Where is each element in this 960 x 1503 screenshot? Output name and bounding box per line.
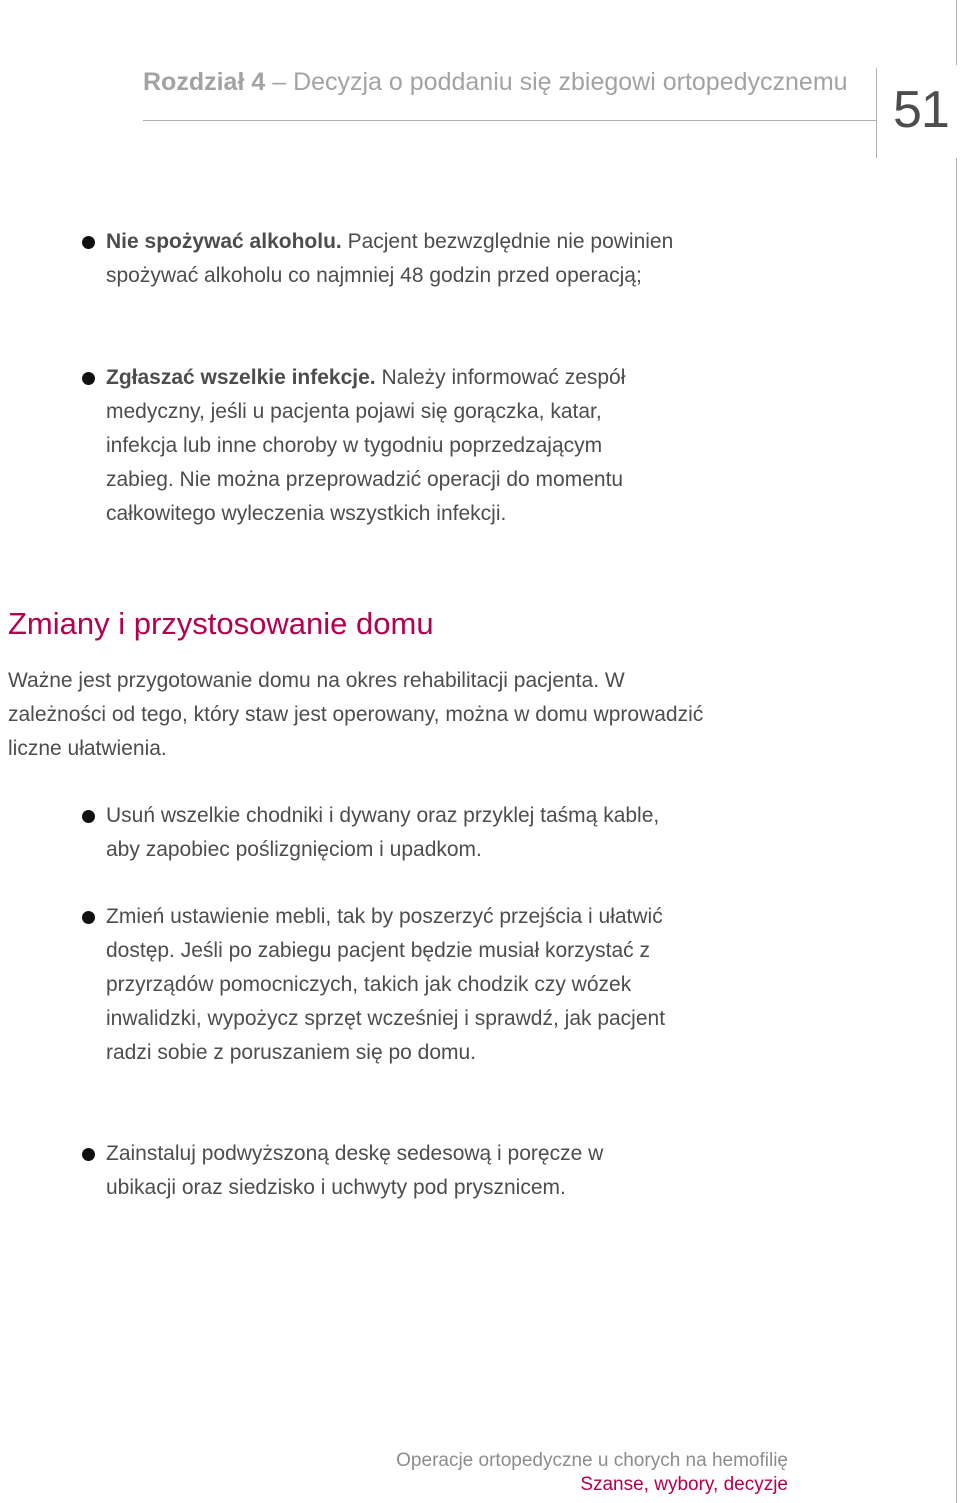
bullet-item-rearrange-furniture: [106, 900, 696, 1070]
footer-book-subtitle: Szanse, wybory, decyzje: [580, 1474, 788, 1495]
bullet-text: Pacjent bezwzględnie nie powinien spożywać alkoholu co najmniej 48 godzin przed operacją;: [106, 230, 674, 287]
page-number: 51: [893, 81, 949, 139]
bullet-text: Zainstaluj podwyższoną deskę sedesową i poręcze w ubikacji oraz siedzisko i uchwyty pod prysznicem.: [106, 1142, 604, 1199]
header-rule: [143, 120, 877, 121]
bullet-dot-icon: [82, 810, 95, 823]
right-margin-rule-bottom: [956, 158, 957, 1503]
bullet-item-no-alcohol: [106, 225, 706, 293]
bullet-dot-icon: [82, 1148, 95, 1161]
chapter-label: Rozdział 4: [143, 68, 266, 96]
header-divider: [876, 68, 877, 158]
section-heading: Zmiany i przystosowanie domu: [8, 606, 434, 641]
bullet-dot-icon: [82, 372, 95, 385]
bullet-bold-lead: Zgłaszać wszelkie infekcje.: [106, 366, 376, 389]
bullet-item-remove-rugs: [106, 799, 666, 867]
bullet-dot-icon: [82, 911, 95, 924]
chapter-title: Decyzja o poddaniu się zbiegowi ortopedycznemu: [293, 68, 848, 96]
right-margin-rule-top: [956, 0, 957, 65]
bullet-item-report-infections: [106, 361, 666, 531]
bullet-item-raised-toilet-seat: [106, 1137, 646, 1205]
bullet-text: Usuń wszelkie chodniki i dywany oraz przyklej taśmą kable, aby zapobiec poślizgnięciom i upadkom.: [106, 804, 660, 861]
footer-book-title: Operacje ortopedyczne u chorych na hemofilię: [396, 1450, 788, 1471]
bullet-dot-icon: [82, 236, 95, 249]
bullet-bold-lead: Nie spożywać alkoholu.: [106, 230, 342, 253]
running-header: [143, 66, 848, 98]
bullet-text: Zmień ustawienie mebli, tak by poszerzyć przejścia i ułatwić dostęp. Jeśli po zabiegu pacjent będzie musiał korzystać z przyrządów pomocniczych, takich jak chodzik czy wózek inwalidzki, wypożycz sprzęt wcześniej i sprawdź, jak pacjent radzi sobie z poruszaniem się po domu.: [106, 905, 666, 1064]
header-separator: –: [272, 68, 294, 96]
section-intro-paragraph: Ważne jest przygotowanie domu na okres rehabilitacji pacjenta. W zależności od tego, który staw jest operowany, można w domu wprowadzić liczne ułatwienia.: [8, 669, 704, 760]
bullet-text: Należy informować zespół medyczny, jeśli u pacjenta pojawi się gorączka, katar, infekcja lub inne choroby w tygodniu poprzedzającym zabieg. Nie można przeprowadzić operacji do momentu całkowitego wyleczenia wszystkich infekcji.: [106, 366, 626, 525]
